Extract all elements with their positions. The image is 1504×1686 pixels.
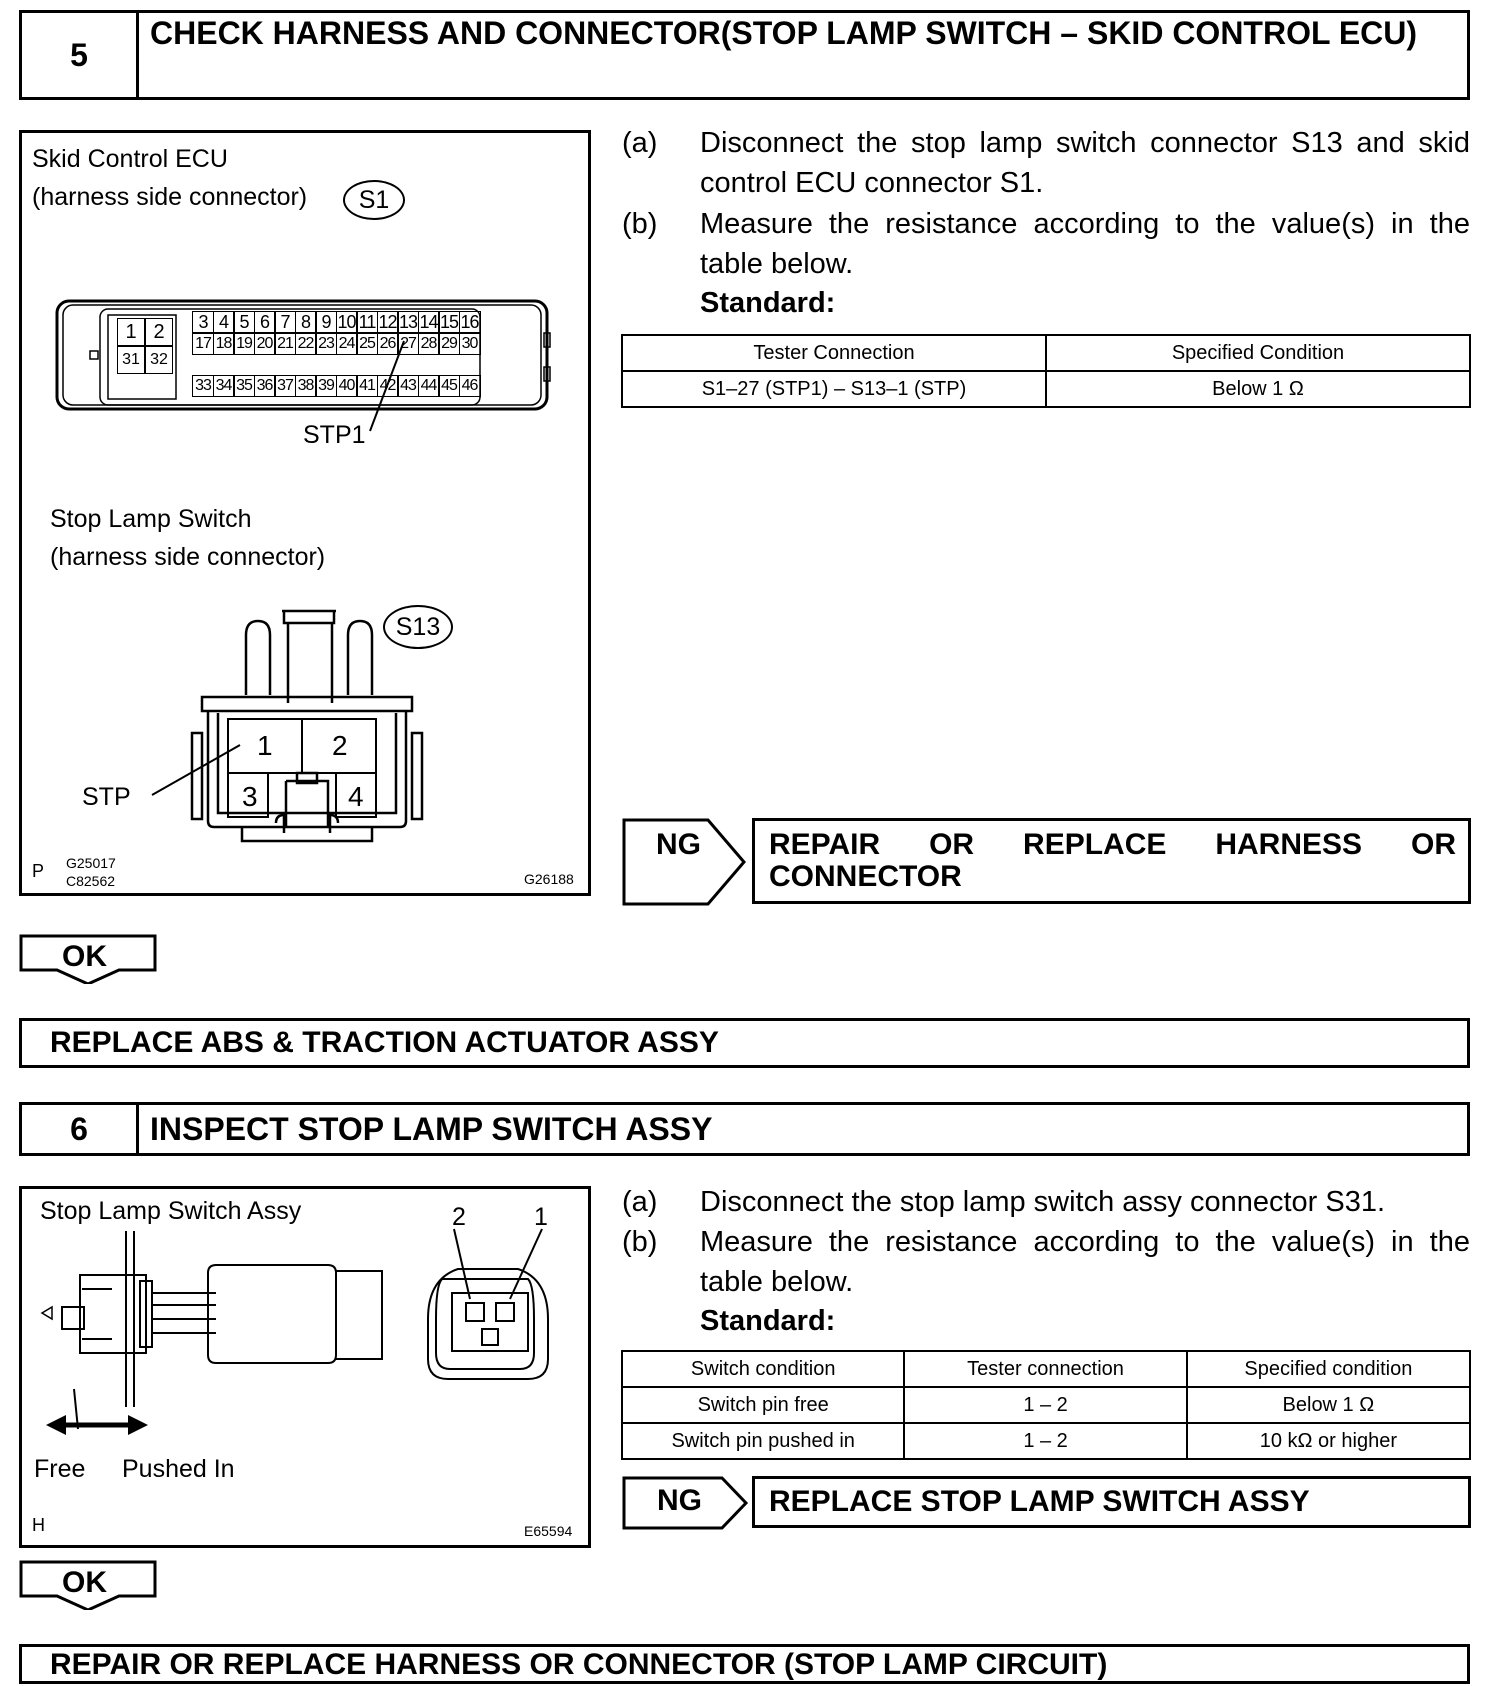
ecu-pin: 37 — [274, 375, 296, 397]
ecu-pin: 45 — [438, 375, 460, 397]
ecu-pin: 27 — [397, 333, 419, 355]
table-cell: 1 – 2 — [904, 1423, 1186, 1459]
step-5-number: 5 — [22, 13, 139, 97]
step-5-spec-table — [621, 334, 1471, 408]
ecu-pin: 10 — [337, 311, 356, 332]
table-cell: Below 1 Ω — [1187, 1387, 1470, 1423]
table-header: Tester connection — [904, 1351, 1186, 1387]
switch-connector-id: S13 — [395, 612, 441, 641]
switch-pin-4: 4 — [348, 781, 364, 812]
ecu-pin: 16 — [460, 311, 479, 332]
table-row — [622, 1423, 1470, 1459]
step-5-title: CHECK HARNESS AND CONNECTOR(STOP LAMP SWITCH – SKID CONTROL ECU) — [150, 15, 1418, 51]
step-6-ok-label: OK — [62, 1566, 107, 1599]
step-6-ng-label: NG — [657, 1484, 702, 1517]
ecu-pin: 12 — [378, 311, 397, 332]
fig5-code-right: G26188 — [524, 871, 574, 887]
ecu-pin: 33 — [192, 375, 214, 397]
step-5-figure — [19, 130, 591, 896]
step-5-instruction-b — [622, 204, 1470, 284]
step-5-ng-result — [752, 818, 1471, 904]
ecu-pin: 8 — [295, 311, 317, 333]
instruction-label: (a) — [622, 127, 658, 159]
step-6-number: 6 — [22, 1105, 139, 1153]
step-6-standard-label: Standard: — [700, 1305, 836, 1337]
ng-result-text: REPAIR OR REPLACE HARNESS OR CONNECTOR — [769, 828, 1456, 893]
ecu-pin: 23 — [315, 333, 337, 355]
instruction-text: Measure the resistance according to the value(s) in the table below. — [700, 208, 1470, 280]
stp-leader-line — [152, 745, 240, 795]
step-6-ng-result — [752, 1476, 1471, 1528]
step-6-header — [19, 1102, 1470, 1156]
instruction-text: Disconnect the stop lamp switch connector S13 and skid control ECU connector S1. — [700, 127, 1470, 199]
ecu-pin: 7 — [274, 311, 296, 333]
stop-lamp-switch-diagram — [22, 1189, 588, 1545]
ok-result-text: REPAIR OR REPLACE HARNESS OR CONNECTOR (STOP LAMP CIRCUIT) — [50, 1648, 1108, 1681]
fig6-pin-1: 1 — [534, 1203, 548, 1231]
ecu-pin: 42 — [377, 375, 399, 397]
step-6-spec-table — [621, 1350, 1471, 1460]
ecu-pin: 30 — [459, 333, 481, 355]
ecu-pin: 26 — [377, 333, 399, 355]
free-label: Free — [34, 1455, 86, 1483]
table-header: Specified Condition — [1046, 335, 1470, 371]
table-header-row — [622, 335, 1470, 371]
ecu-pin: 25 — [356, 333, 378, 355]
switch-label: Stop Lamp Switch — [50, 505, 252, 533]
table-header: Tester Connection — [622, 335, 1046, 371]
table-cell: Switch pin free — [622, 1387, 904, 1423]
ecu-pin: 40 — [336, 375, 358, 397]
switch-pin-1: 1 — [257, 730, 273, 761]
instruction-label: (a) — [622, 1186, 658, 1218]
table-cell: 1 – 2 — [904, 1387, 1186, 1423]
ecu-pin: 9 — [315, 311, 337, 333]
fig6-title: Stop Lamp Switch Assy — [40, 1197, 302, 1225]
ecu-pin: 28 — [418, 333, 440, 355]
ecu-pin: 44 — [418, 375, 440, 397]
step-5-header — [19, 10, 1470, 100]
ecu-pin: 13 — [398, 311, 418, 332]
instruction-text: Disconnect the stop lamp switch assy connector S31. — [700, 1186, 1386, 1218]
ng-result-text: REPLACE STOP LAMP SWITCH ASSY — [769, 1485, 1310, 1518]
ecu-pin: 4 — [213, 311, 235, 333]
ecu-pin: 2 — [145, 318, 173, 346]
ecu-pin: 19 — [233, 333, 255, 355]
step-6-title: INSPECT STOP LAMP SWITCH ASSY — [150, 1111, 713, 1147]
step-6-figure — [19, 1186, 591, 1548]
fig6-pin-2: 2 — [452, 1203, 466, 1231]
ecu-pin: 24 — [336, 333, 358, 355]
ecu-pin: 17 — [192, 333, 214, 355]
table-row — [622, 1387, 1470, 1423]
ecu-pin: 5 — [233, 311, 255, 333]
table-header-row — [622, 1351, 1470, 1387]
ecu-pin: 38 — [295, 375, 317, 397]
ecu-pin: 15 — [439, 311, 459, 332]
ecu-pin: 6 — [254, 311, 276, 333]
ecu-pin: 39 — [315, 375, 337, 397]
fig5-code-1: G25017 — [66, 855, 116, 871]
table-header: Switch condition — [622, 1351, 904, 1387]
fig6-code-right: E65594 — [524, 1523, 573, 1539]
switch-pin-3: 3 — [242, 781, 258, 812]
ecu-pin: 31 — [117, 346, 145, 374]
table-row — [622, 371, 1470, 407]
ecu-pin: 36 — [254, 375, 276, 397]
table-cell: S1–27 (STP1) – S13–1 (STP) — [622, 371, 1046, 407]
table-header: Specified condition — [1187, 1351, 1470, 1387]
stp-label: STP — [82, 783, 131, 811]
step-6-instruction-b — [622, 1222, 1470, 1302]
fig6-corner-letter: H — [32, 1515, 45, 1535]
ecu-pin: 11 — [356, 311, 378, 333]
step-6-instruction-a — [622, 1182, 1470, 1222]
ecu-pin: 29 — [438, 333, 460, 355]
step-5-instruction-a — [622, 123, 1470, 203]
step-6-ok-result — [19, 1644, 1470, 1684]
s13-connector-diagram — [22, 133, 588, 893]
fig5-corner-letter: P — [32, 861, 45, 881]
instruction-label: (b) — [622, 1226, 658, 1258]
ecu-pin: 43 — [397, 375, 419, 397]
step-5-ng-label: NG — [656, 828, 701, 861]
ecu-pin: 32 — [145, 346, 173, 374]
ecu-pin: 20 — [254, 333, 276, 355]
pushed-in-label: Pushed In — [122, 1455, 235, 1483]
step-5-ok-result — [19, 1018, 1470, 1068]
stp1-label: STP1 — [303, 421, 366, 449]
table-cell: Below 1 Ω — [1046, 371, 1470, 407]
ecu-connector-label: (harness side connector) — [32, 183, 308, 211]
ecu-pin: 46 — [459, 375, 481, 397]
ecu-pin: 21 — [274, 333, 296, 355]
fig5-code-2: C82562 — [66, 873, 116, 889]
table-cell: Switch pin pushed in — [622, 1423, 904, 1459]
ecu-pin: 14 — [419, 311, 438, 332]
switch-pin-2: 2 — [332, 730, 348, 761]
step-5-standard-label: Standard: — [700, 287, 836, 319]
ecu-pin: 34 — [213, 375, 235, 397]
switch-connector-label: (harness side connector) — [50, 543, 326, 571]
step-5-ok-label: OK — [62, 940, 107, 973]
ecu-pin: 3 — [192, 311, 214, 333]
table-cell: 10 kΩ or higher — [1187, 1423, 1470, 1459]
ecu-pin: 18 — [213, 333, 235, 355]
ecu-pin: 35 — [233, 375, 255, 397]
instruction-label: (b) — [622, 208, 658, 240]
ecu-pin: 41 — [356, 375, 378, 397]
instruction-text: Measure the resistance according to the value(s) in the table below. — [700, 1226, 1470, 1298]
ecu-pin: 1 — [117, 318, 145, 346]
ecu-connector-id: S1 — [358, 185, 390, 214]
ecu-pin: 22 — [295, 333, 317, 355]
ok-result-text: REPLACE ABS & TRACTION ACTUATOR ASSY — [50, 1026, 719, 1059]
ecu-label: Skid Control ECU — [32, 145, 228, 173]
